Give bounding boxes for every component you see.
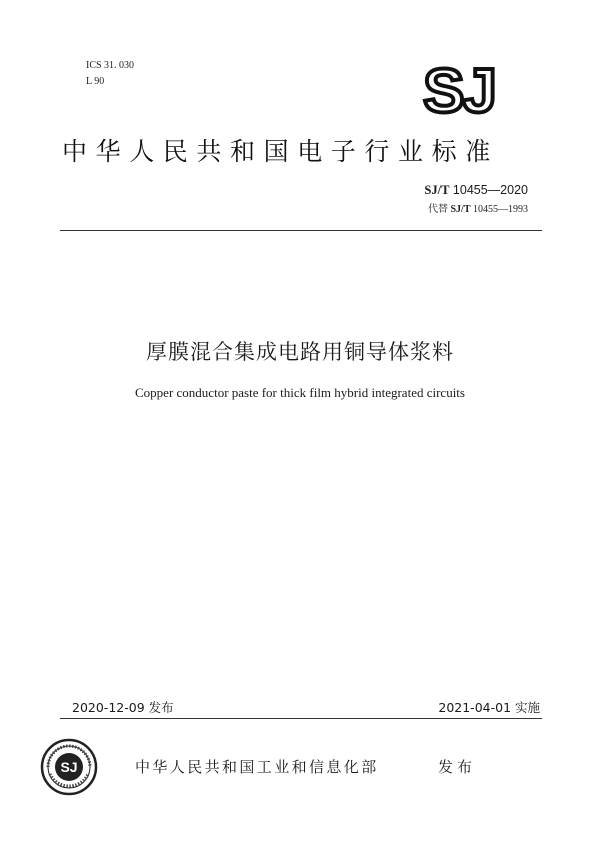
issue-date: 2020-12-09 发布: [72, 700, 174, 715]
standard-code: SJ/T: [424, 183, 450, 197]
replaces-line: [428, 200, 528, 215]
issuing-authority: 中华人民共和国工业和信息化部: [135, 758, 379, 776]
standard-title: 中华人民共和国电子行业标准: [62, 137, 499, 166]
classification-block: [86, 58, 134, 90]
replaces-label: 代替: [427, 204, 448, 215]
bottom-divider: [60, 718, 542, 719]
document-title-en: Copper conductor paste for thick film hybrid integrated circuits: [135, 385, 465, 400]
implementation-date: 2021-04-01 实施: [438, 700, 540, 715]
replaces-code: SJ/T: [450, 204, 471, 215]
standard-number-value: 10455—2020: [452, 183, 528, 197]
sj-logo: [412, 60, 506, 118]
standards-seal-icon: [40, 738, 98, 796]
ccs-code: L 90: [86, 76, 105, 87]
replaces-number: 10455—1993: [473, 204, 528, 215]
top-divider: [60, 230, 542, 231]
ics-code: ICS 31. 030: [86, 60, 135, 71]
publish-label: 发布: [438, 758, 477, 776]
document-title-cn: 厚膜混合集成电路用铜导体浆料: [146, 340, 454, 364]
svg-text:SJ: SJ: [60, 759, 78, 775]
standard-number: [424, 183, 528, 198]
logo-text: SJ: [423, 60, 495, 118]
